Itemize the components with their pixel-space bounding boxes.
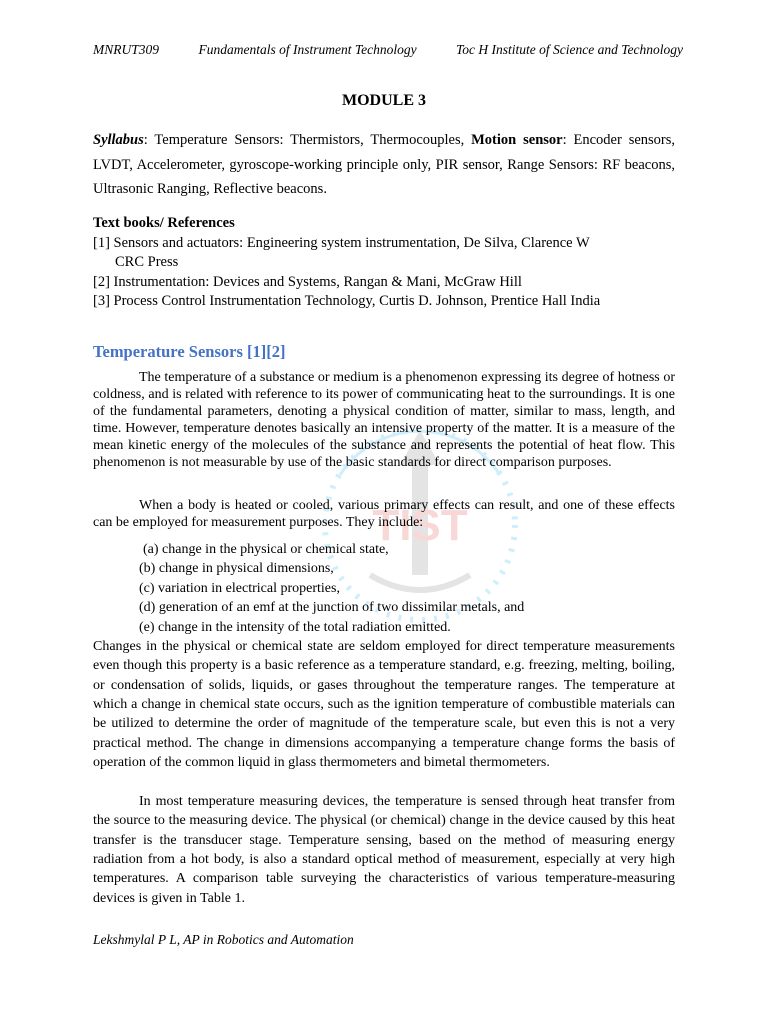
header-institute: Toc H Institute of Science and Technology [456, 42, 683, 57]
watermark-letters: TIST [372, 501, 468, 550]
page-title: MODULE 3 [342, 92, 426, 109]
syllabus-label: Syllabus [93, 132, 144, 148]
reference-item: [2] Instrumentation: Devices and Systems, Rangan & Mani, McGraw Hill [93, 273, 522, 290]
reference-item-continuation: CRC Press [115, 254, 179, 270]
references-heading: Text books/ References [93, 215, 235, 231]
list-item: (b) change in physical dimensions, [139, 561, 334, 577]
references-list [93, 214, 693, 312]
body-paragraph: When a body is heated or cooled, various primary effects can result, and one of these effects can be employed for measurement purposes. They include: [93, 498, 675, 530]
body-paragraph: In most temperature measuring devices, the temperature is sensed through heat transfer from the source to the measuring device. The physical (or chemical) change in the device caused by this heat transfer is the transducer stage. Temperature sensing, based on the method of measuring energy radiation from a hot body, is also a standard optical method of measurement, especially at very high temperatures. A comparison table surveying the characteristics of various temperature-measuring devices is given in Table 1. [93, 794, 675, 906]
running-header [93, 42, 683, 58]
list-item: (c) variation in electrical properties, [139, 580, 340, 596]
running-footer: Lekshmylal P L, AP in Robotics and Automation [93, 932, 354, 947]
header-course-title: Fundamentals of Instrument Technology [198, 42, 417, 57]
effects-list [139, 540, 524, 637]
list-item: (d) generation of an emf at the junction of two dissimilar metals, and [139, 600, 525, 616]
syllabus-text-2: : Encoder sensors, LVDT, Accelerometer, gyroscope-working principle only, PIR sensor, Range Sensors: RF beacons, Ultrasonic Ranging, Reflective beacons. [93, 132, 676, 197]
list-item: (e) change in the intensity of the total radiation emitted. [139, 619, 451, 635]
body-paragraph: Changes in the physical or chemical state are seldom employed for direct temperature measurements even though this property is a basic reference as a temperature standard, e.g. freezing, melting, boiling, or condensation of solids, liquids, or gases throughout the temperature ranges. The temperature at which a change in chemical state occurs, such as the ignition temperature of combustible materials can be utilized to determine the order of magnitude of the temperature scale, but even this is not a very practical method. The change in dimensions accompanying a temperature change forms the basis of operation of the common liquid in glass thermometers and bimetal thermometers. [93, 639, 675, 771]
section-heading: Temperature Sensors [1][2] [93, 342, 286, 361]
list-item: (a) change in the physical or chemical state, [143, 542, 389, 557]
syllabus-bold-term: Motion sensor [471, 132, 563, 148]
reference-item: [1] Sensors and actuators: Engineering system instrumentation, De Silva, Clarence W [93, 234, 590, 251]
header-course-code: MNRUT309 [93, 42, 160, 57]
syllabus-paragraph [93, 128, 675, 202]
syllabus-text-1: : Temperature Sensors: Thermistors, Thermocouples, [143, 132, 472, 148]
reference-item: [3] Process Control Instrumentation Technology, Curtis D. Johnson, Prentice Hall India [93, 293, 601, 309]
body-paragraph: The temperature of a substance or medium is a phenomenon expressing its degree of hotness or coldness, and is related with reference to its power of communicating heat to the surroundings. It is one of the fundamental parameters, denoting a physical condition of matter, similar to mass, length, and time. However, temperature denotes basically an intensive property of the matter. It is a measure of the mean kinetic energy of the molecules of the substance and represents the potential of heat flow. This phenomenon is not measurable by use of the basic standards for direct comparison purposes. [93, 370, 675, 470]
